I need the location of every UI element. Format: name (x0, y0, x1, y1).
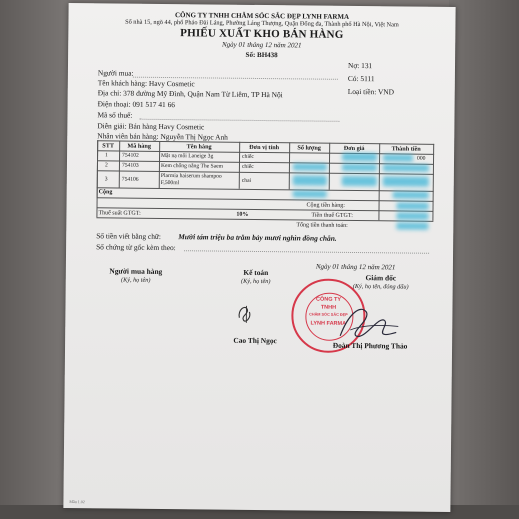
redaction-amount-1 (383, 154, 413, 161)
amount-in-words: Mười tám triệu ba trăm bảy mươi nghìn đồng chẵn. (178, 232, 337, 243)
stamp-bottom-text: LYNH FARMA (310, 320, 347, 327)
vat-rate: 10% (236, 211, 249, 218)
sales-staff: Nhân viên bán hàng: Nguyễn Thị Ngọc Anh (97, 131, 228, 142)
signature-date: Ngày 01 tháng 12 năm 2021 (315, 262, 396, 272)
redaction-price-2 (342, 164, 377, 171)
col-header-name: Tên hàng (186, 143, 212, 151)
grand-total-label: Tổng tiền thanh toán: (296, 222, 348, 229)
redaction-amount-2 (383, 164, 429, 171)
buyer-label: Người mua: (97, 68, 134, 78)
redaction-qty-3 (293, 175, 327, 185)
redaction-price-1 (342, 153, 377, 161)
redaction-grand-total (396, 222, 428, 229)
total-row-label: Cộng (98, 189, 113, 196)
description: Diễn giải: Bán hàng Havy Cosmetic (97, 121, 205, 132)
row-1-code: 754102 (122, 152, 139, 159)
director-sign-title: Giám đốc (365, 273, 397, 283)
row-2-stt: 2 (104, 162, 108, 169)
company-name: CÔNG TY TNHH CHĂM SÓC SẮC ĐẸP LYNH FARMA (174, 11, 350, 21)
customer-phone: Điện thoại: 091 517 41 66 (97, 99, 176, 110)
buyer-sign-sub: (Ký, họ tên) (121, 276, 151, 284)
attachments-dotline (184, 250, 429, 254)
director-sign-sub: (Ký, họ tên, đóng dấu) (352, 282, 409, 291)
redaction-amount-3 (383, 176, 429, 186)
row-1-unit: chiếc (242, 153, 254, 160)
amount-in-words-label: Số tiền viết bằng chữ: (96, 231, 162, 241)
redaction-total-qty (293, 190, 327, 197)
row-1-stt: 1 (105, 152, 108, 159)
col-header-amount: Thành tiền (391, 145, 421, 153)
row-1-amount: 000 (417, 155, 426, 162)
redaction-total-amount (393, 191, 429, 198)
director-signature-mark (320, 296, 401, 347)
row-3-unit: chai (241, 177, 252, 184)
currency: Loại tiền: VND (347, 86, 395, 97)
redaction-qty-2 (293, 163, 327, 170)
redaction-price-3 (342, 176, 377, 186)
credit-account: Có: 5111 (347, 73, 375, 84)
document-number: Số: BH438 (245, 50, 278, 60)
customer-address: Địa chỉ: 378 đường Mỹ Đình, Quận Nam Từ Liêm, TP Hà Nội (97, 88, 283, 100)
background-left (0, 0, 70, 519)
col-header-price: Đơn giá (343, 144, 365, 153)
redaction-vat (396, 212, 428, 219)
stamp-middle-text: TNHH (320, 304, 337, 311)
company-address: Số nhà 15, ngõ 44, phố Pháo Đài Láng, Phường Láng Thượng, Quận Đống đa, Thành phố Hà Nội, Việt Nam (125, 18, 399, 29)
row-2-name: Kem chống nắng The Saem (160, 162, 224, 170)
buyer-sign-title: Người mua hàng (109, 266, 163, 276)
director-name: Đoàn Thị Phương Thảo (332, 340, 408, 351)
accountant-sign-sub: (Ký, họ tên) (241, 277, 271, 286)
row-3-name: Plarmia haiserum shampoo F,500ml (160, 172, 222, 186)
vat-amount-label: Tiền thuế GTGT: (311, 212, 353, 219)
document-date: Ngày 01 tháng 12 năm 2021 (221, 40, 302, 50)
customer-name: Tên khách hàng: Havy Cosmetic (97, 78, 195, 89)
col-header-stt: STT (102, 142, 115, 150)
row-3-code: 754106 (121, 176, 139, 183)
items-table (96, 140, 434, 229)
redaction-subtotal (397, 202, 429, 209)
stamp-top-text: CÔNG TY (315, 296, 342, 303)
attachments-label: Số chứng từ gốc kèm theo: (96, 242, 176, 253)
col-header-code: Mã hàng (127, 142, 151, 150)
document-title: PHIẾU XUẤT KHO BÁN HÀNG (180, 27, 344, 41)
row-3-stt: 3 (104, 176, 108, 183)
background-right (449, 0, 519, 519)
debit-account: Nợ: 131 (347, 60, 373, 71)
stamp-line3: CHĂM SÓC SẮC ĐẸP (309, 312, 348, 317)
row-1-name: Mặt nạ môi Laneige 3g (161, 152, 214, 160)
accountant-name: Cao Thị Ngọc (233, 335, 277, 346)
subtotal-label: Cộng tiền hàng: (306, 202, 345, 209)
tax-code: Mã số thuế: (97, 110, 133, 120)
accountant-signature-mark (231, 298, 261, 328)
invoice-paper (63, 3, 455, 512)
accountant-sign-title: Kế toán (243, 267, 269, 278)
row-2-unit: chiếc (241, 163, 254, 170)
row-2-code: 754103 (121, 162, 139, 169)
vat-rate-label: Thuế suất GTGT: (98, 210, 141, 217)
form-code: Mẫu 1.02 (69, 499, 85, 505)
col-header-quantity: Số lượng (297, 144, 321, 152)
col-header-unit: Đơn vị tính (249, 143, 280, 152)
